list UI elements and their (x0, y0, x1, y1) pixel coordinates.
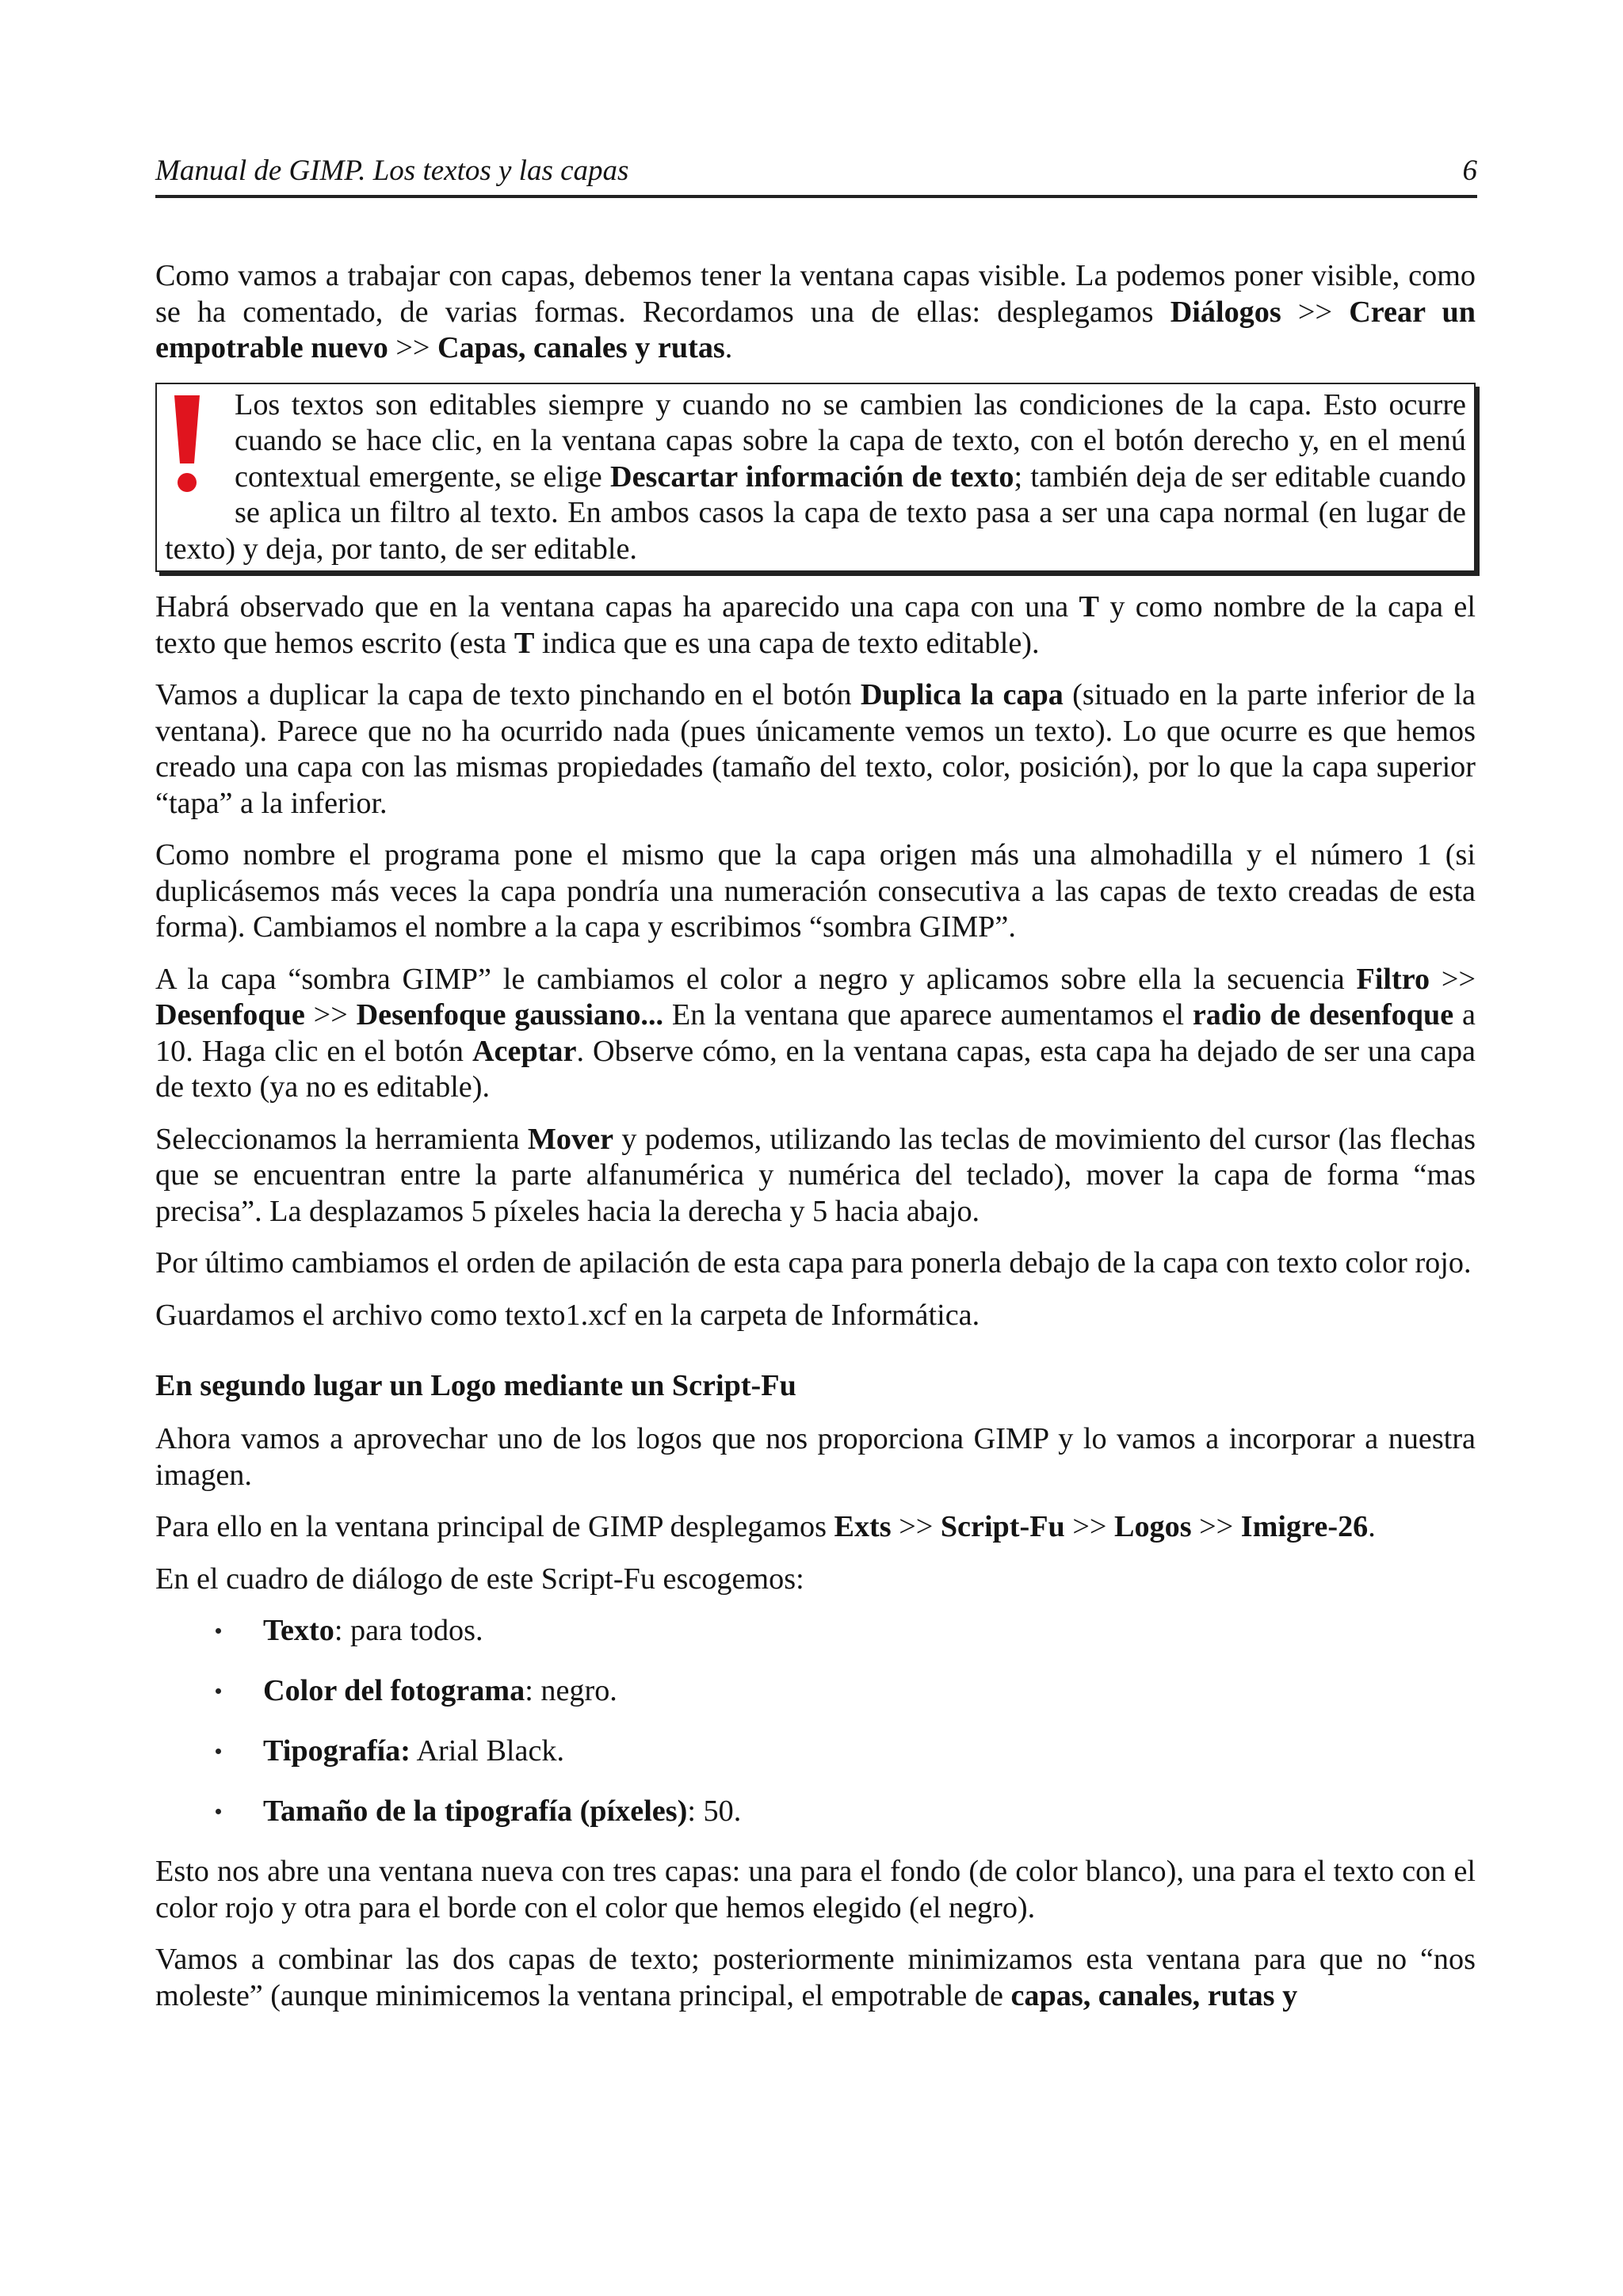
paragraph: Vamos a duplicar la capa de texto pinchando en el botón Duplica la capa (situado en la parte inferior de la ventana). Parece que no ha ocurrido nada (pues únicamente vemos un texto). Lo que ocurre es que hemos creado una capa con las mismas propiedades (tamaño del texto, color, posición), por lo que la capa superior “tapa” a la inferior. (155, 678, 1476, 820)
section-heading: En segundo lugar un Logo mediante un Script-Fu (155, 1369, 796, 1402)
paragraph: En el cuadro de diálogo de este Script-Fu escogemos: (155, 1562, 804, 1596)
paragraph: Ahora vamos a aprovechar uno de los logos que nos proporciona GIMP y lo vamos a incorporar a nuestra imagen. (155, 1422, 1476, 1492)
bullet-icon (216, 1749, 221, 1754)
paragraph: A la capa “sombra GIMP” le cambiamos el color a negro y aplicamos sobre ella la secuencia Filtro >> Desenfoque >> Desenfoque gaussiano... En la ventana que aparece aumentamos el radio de desenfoque a 10. Haga clic en el botón Aceptar. Observe cómo, en la ventana capas, esta capa ha dejado de ser una capa de texto (ya no es editable). (155, 962, 1476, 1104)
exclamation-icon (165, 387, 235, 498)
paragraph: Para ello en la ventana principal de GIMP desplegamos Exts >> Script-Fu >> Logos >> Imigre-26. (155, 1510, 1376, 1543)
page-header (155, 152, 1477, 198)
paragraph: Como vamos a trabajar con capas, debemos tener la ventana capas visible. La podemos poner visible, como se ha comentado, de varias formas. Recordamos una de ellas: desplegamos Diálogos >> Crear un empotrable nuevo >> Capas, canales y rutas. (155, 259, 1476, 364)
paragraph: Esto nos abre una ventana nueva con tres capas: una para el fondo (de color blanco), una para el texto con el color rojo y otra para el borde con el color que hemos elegido (el negro). (155, 1855, 1476, 1924)
paragraph: Seleccionamos la herramienta Mover y podemos, utilizando las teclas de movimiento del cursor (las flechas que se encuentran entre la parte alfanumérica y numérica del teclado), mover la capa de forma “mas precisa”. La desplazamos 5 píxeles hacia la derecha y 5 hacia abajo. (155, 1122, 1476, 1228)
bullet-icon (216, 1809, 221, 1814)
paragraph: Vamos a combinar las dos capas de texto; posteriormente minimizamos esta ventana para que no “nos moleste” (aunque minimicemos la ventana principal, el empotrable de capas, canales, rutas y (155, 1943, 1476, 2012)
paragraph: Como nombre el programa pone el mismo que la capa origen más una almohadilla y el número 1 (si duplicásemos más veces la capa pondría una numeración consecutiva a las capas de texto creadas de esta forma). Cambiamos el nombre a la capa y escribimos “sombra GIMP”. (155, 838, 1476, 944)
paragraph: Guardamos el archivo como texto1.xcf en la carpeta de Informática. (155, 1298, 980, 1332)
list-item: Tamaño de la tipografía (píxeles): 50. (155, 1794, 1476, 1829)
bullet-icon (216, 1628, 221, 1634)
paragraph: Habrá observado que en la ventana capas ha aparecido una capa con una T y como nombre de la capa el texto que hemos escrito (esta T indica que es una capa de texto editable). (155, 590, 1476, 660)
header-title: Manual de GIMP. Los textos y las capas (155, 154, 629, 187)
list-item: Texto: para todos. (155, 1613, 1476, 1649)
page-content (155, 258, 1476, 2030)
page-number: 6 (1462, 154, 1477, 187)
list-item: Tipografía: Arial Black. (155, 1733, 1476, 1769)
paragraph: Por último cambiamos el orden de apilación de esta capa para ponerla debajo de la capa con texto color rojo. (155, 1246, 1472, 1280)
warning-note-box: Los textos son editables siempre y cuando no se cambien las condiciones de la capa. Esto ocurre cuando se hace clic, en la ventana capas sobre la capa de texto, con el botón derecho y, en el menú contextual emergente, se elige Descartar información de texto; también deja de ser editable cuando se aplica un filtro al texto. En ambos casos la capa de texto pasa a ser una capa normal (en lugar de texto) y deja, por tanto, de ser editable. (155, 383, 1476, 573)
bullet-icon (216, 1688, 221, 1694)
parameter-list (155, 1613, 1476, 1829)
list-item: Color del fotograma: negro. (155, 1673, 1476, 1709)
